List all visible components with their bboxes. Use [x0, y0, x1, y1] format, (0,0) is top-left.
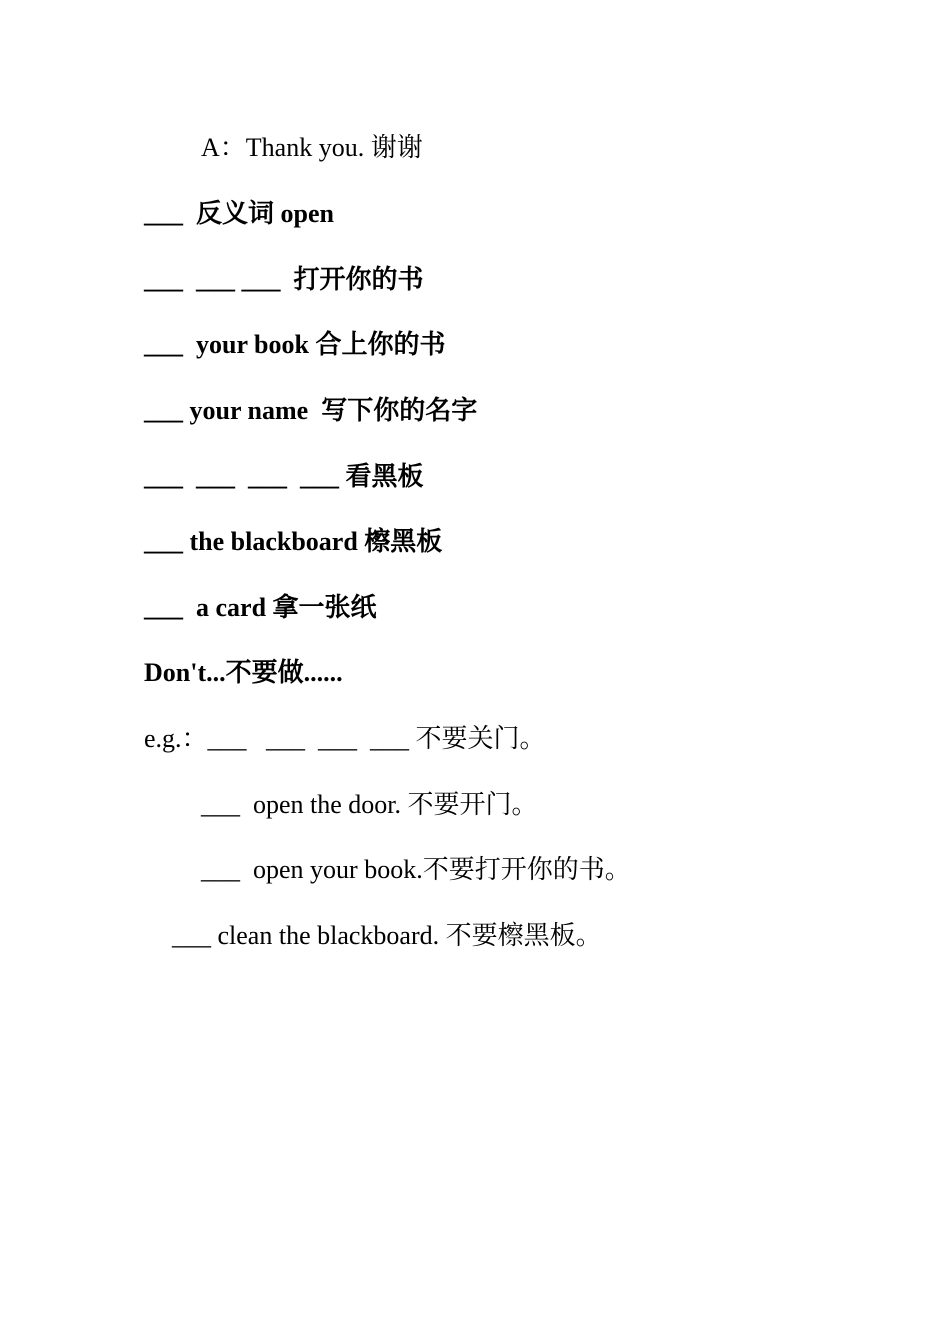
dialogue-line-thank-you: A：Thank you. 谢谢 [201, 133, 423, 162]
example-dont-open-door-line: ___ open the door. 不要开门。 [201, 790, 538, 819]
example-dont-clean-blackboard-line: ___ clean the blackboard. 不要檫黑板。 [172, 921, 602, 950]
antonym-open-line: ___ 反义词 open [144, 199, 334, 228]
open-your-book-line: ___ ___ ___ 打开你的书 [144, 265, 424, 294]
take-a-card-line: ___ a card 拿一张纸 [144, 593, 377, 622]
example-dont-close-door-line: e.g.：___ ___ ___ ___ 不要关门。 [144, 724, 546, 753]
dont-heading: Don't...不要做...... [144, 658, 343, 687]
write-your-name-line: ___ your name 写下你的名字 [144, 396, 478, 425]
look-at-blackboard-line: ___ ___ ___ ___ 看黑板 [144, 462, 424, 491]
example-dont-open-book-line: ___ open your book.不要打开你的书。 [201, 855, 631, 884]
clean-blackboard-line: ___ the blackboard 檫黑板 [144, 527, 443, 556]
close-your-book-line: ___ your book 合上你的书 [144, 330, 446, 359]
